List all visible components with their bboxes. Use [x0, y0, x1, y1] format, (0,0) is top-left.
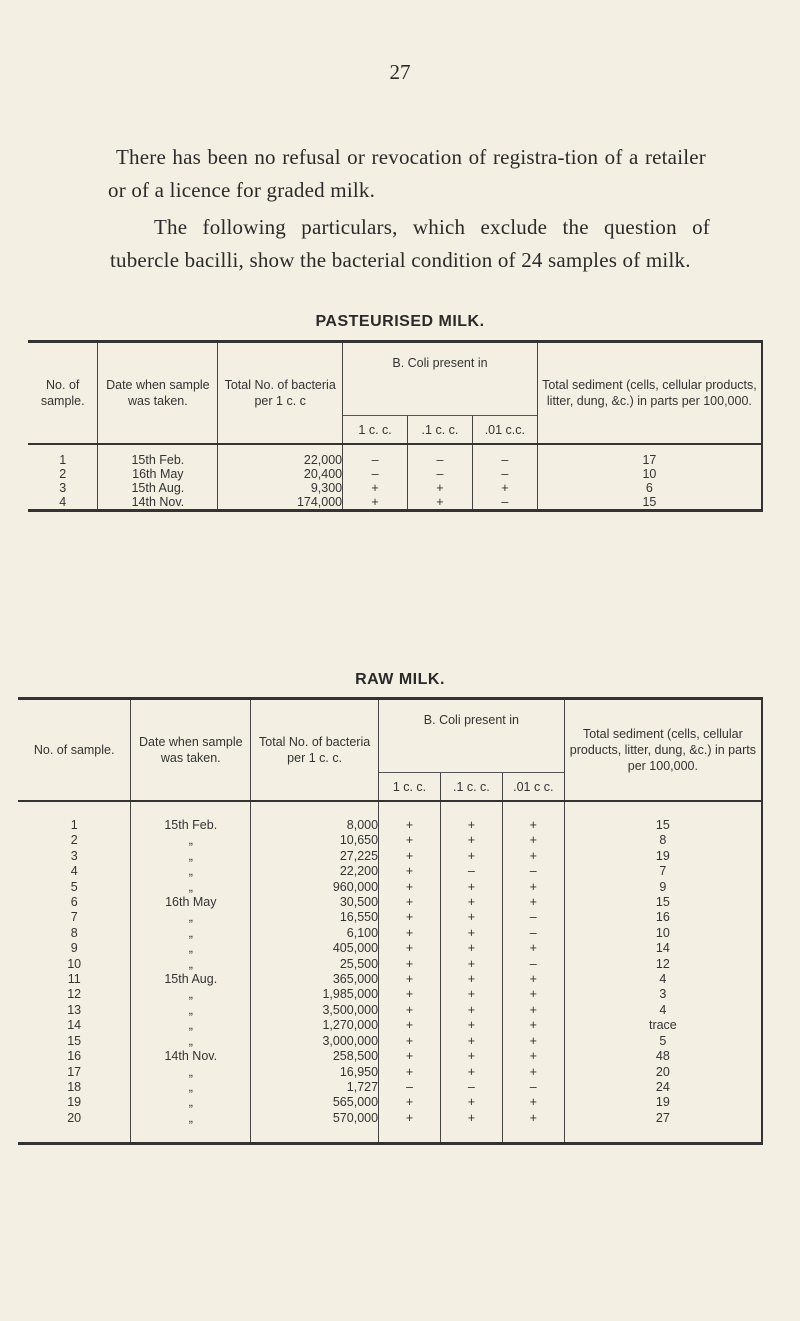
cell-bacteria: 16,950 [251, 1065, 379, 1080]
cell-sample-no: 13 [67, 1002, 82, 1017]
cell-sediment: 10 [564, 926, 762, 941]
header-sample-no: No. of sample. [28, 342, 98, 445]
header-coli-01cc: .1 c. c. [440, 773, 502, 802]
cell-sample-no: 8 [70, 925, 78, 940]
cell-sediment: 24 [564, 1080, 762, 1095]
header-coli-001cc: .01 c c. [502, 773, 564, 802]
cell-coli-1cc: + [379, 972, 441, 987]
cell-coli-01cc: + [408, 495, 473, 511]
cell-sediment: 4 [564, 1003, 762, 1018]
cell-coli-1cc: + [379, 1065, 441, 1080]
cell-sediment: 12 [564, 957, 762, 972]
cell-bacteria: 9,300 [218, 481, 343, 495]
cell-coli-01cc: + [440, 1018, 502, 1033]
header-bacteria: Total No. of bacteria per 1 c. c. [251, 699, 379, 802]
cell-date: „ [131, 1111, 251, 1144]
cell-sediment: 4 [564, 972, 762, 987]
cell-coli-1cc: – [379, 1080, 441, 1095]
raw-table [18, 697, 763, 1145]
cell-sample-no: 1 [59, 453, 67, 467]
table-row [18, 801, 762, 833]
cell-coli-01cc: – [440, 864, 502, 879]
cell-bacteria: 10,650 [251, 833, 379, 848]
cell-coli-1cc: + [379, 1003, 441, 1018]
cell-coli-01cc: + [440, 972, 502, 987]
cell-sample-no: 15 [67, 1033, 82, 1048]
cell-sediment: 15 [564, 895, 762, 910]
cell-date: „ [131, 941, 251, 956]
cell-bacteria: 30,500 [251, 895, 379, 910]
table-row [18, 1111, 762, 1144]
cell-bacteria: 22,000 [218, 444, 343, 467]
cell-date: „ [131, 849, 251, 864]
cell-sediment: 48 [564, 1049, 762, 1064]
cell-date: „ [131, 833, 251, 848]
table-row [18, 1080, 762, 1095]
cell-sample-no: 4 [59, 495, 67, 509]
cell-coli-1cc: + [379, 987, 441, 1002]
pasteurised-heading: PASTEURISED MILK. [315, 313, 485, 330]
cell-coli-1cc: + [379, 1095, 441, 1110]
cell-coli-01cc: + [440, 941, 502, 956]
cell-coli-1cc: + [379, 1111, 441, 1144]
cell-coli-001cc: – [502, 864, 564, 879]
cell-sample-no: 17 [67, 1064, 82, 1079]
cell-date: 16th May [98, 467, 218, 481]
cell-coli-001cc: – [472, 444, 537, 467]
cell-sediment: 3 [564, 987, 762, 1002]
table-row [18, 895, 762, 910]
cell-bacteria: 565,000 [251, 1095, 379, 1110]
cell-sample-no: 11 [67, 972, 81, 987]
table-row [18, 957, 762, 972]
table-row [18, 987, 762, 1002]
cell-coli-001cc: + [502, 972, 564, 987]
cell-date: „ [131, 1095, 251, 1110]
cell-coli-001cc: + [502, 801, 564, 833]
cell-coli-01cc: + [440, 880, 502, 895]
cell-bacteria: 20,400 [218, 467, 343, 481]
cell-date: „ [131, 880, 251, 895]
cell-bacteria: 3,000,000 [251, 1034, 379, 1049]
cell-coli-001cc: + [502, 1003, 564, 1018]
cell-sediment: 17 [537, 444, 762, 467]
cell-bacteria: 27,225 [251, 849, 379, 864]
cell-coli-001cc: – [472, 495, 537, 511]
cell-date: „ [131, 1080, 251, 1095]
cell-coli-01cc: + [440, 1003, 502, 1018]
header-date: Date when sample was taken. [98, 342, 218, 445]
cell-coli-001cc: + [502, 941, 564, 956]
cell-sediment: 15 [564, 801, 762, 833]
cell-coli-1cc: + [343, 495, 408, 511]
cell-date: 15th Aug. [98, 481, 218, 495]
cell-bacteria: 1,985,000 [251, 987, 379, 1002]
cell-sample-no: 2 [59, 467, 67, 481]
cell-sediment: 27 [564, 1111, 762, 1144]
cell-coli-001cc: + [472, 481, 537, 495]
cell-coli-1cc: + [379, 880, 441, 895]
cell-sample-no: 19 [67, 1095, 82, 1110]
cell-sample-no: 9 [70, 941, 78, 956]
table-row [18, 864, 762, 879]
cell-coli-01cc: + [440, 1095, 502, 1110]
cell-date: 15th Feb. [131, 801, 251, 833]
cell-coli-1cc: + [379, 941, 441, 956]
header-coli: B. Coli present in [343, 342, 538, 416]
cell-date: „ [131, 1018, 251, 1033]
cell-bacteria: 174,000 [218, 495, 343, 511]
header-date: Date when sample was taken. [131, 699, 251, 802]
cell-date: 16th May [131, 895, 251, 910]
table-row [18, 880, 762, 895]
cell-sediment: 8 [564, 833, 762, 848]
cell-sample-no: 3 [70, 848, 78, 863]
cell-coli-1cc: + [379, 1049, 441, 1064]
raw-heading: RAW MILK. [355, 671, 445, 688]
cell-coli-001cc: + [502, 1018, 564, 1033]
cell-coli-001cc: – [472, 467, 537, 481]
table-row [18, 1003, 762, 1018]
cell-coli-001cc: + [502, 1049, 564, 1064]
cell-sample-no: 16 [67, 1049, 82, 1064]
cell-coli-1cc: + [379, 926, 441, 941]
header-coli-001cc: .01 c.c. [472, 416, 537, 445]
cell-bacteria: 3,500,000 [251, 1003, 379, 1018]
cell-coli-1cc: + [379, 1034, 441, 1049]
cell-sample-no: 3 [59, 481, 67, 495]
cell-sample-no: 1 [70, 818, 78, 832]
cell-date: „ [131, 987, 251, 1002]
page-number: 27 [389, 60, 411, 84]
table-row [18, 833, 762, 848]
cell-sediment: 10 [537, 467, 762, 481]
cell-date: „ [131, 864, 251, 879]
cell-coli-1cc: + [379, 801, 441, 833]
cell-sample-no: 10 [67, 956, 82, 971]
header-sediment: Total sediment (cells, cellular products, litter, dung, &c.) in parts per 100,000. [537, 342, 762, 445]
cell-date: „ [131, 926, 251, 941]
header-coli: B. Coli present in [379, 699, 565, 773]
cell-coli-1cc: – [343, 467, 408, 481]
paragraph-registration: There has been no refusal or revocation of registra-tion of a retailer or of a licence for graded milk. [108, 145, 706, 202]
cell-coli-01cc: – [408, 467, 473, 481]
table-row [28, 444, 762, 467]
cell-sample-no: 20 [67, 1110, 82, 1125]
cell-bacteria: 22,200 [251, 864, 379, 879]
cell-date: „ [131, 910, 251, 925]
cell-sediment: 6 [537, 481, 762, 495]
table-row [18, 972, 762, 987]
cell-coli-01cc: + [440, 833, 502, 848]
cell-date: 15th Aug. [131, 972, 251, 987]
cell-coli-01cc: + [440, 910, 502, 925]
cell-coli-01cc: + [440, 801, 502, 833]
cell-bacteria: 8,000 [251, 801, 379, 833]
cell-sediment: 7 [564, 864, 762, 879]
cell-coli-001cc: + [502, 1111, 564, 1144]
cell-coli-001cc: + [502, 833, 564, 848]
cell-coli-01cc: + [440, 1111, 502, 1144]
header-sample-no: No. of sample. [18, 699, 131, 802]
cell-coli-1cc: + [379, 864, 441, 879]
table-row [18, 1095, 762, 1110]
cell-sample-no: 4 [70, 864, 78, 879]
cell-coli-1cc: + [379, 1018, 441, 1033]
header-bacteria: Total No. of bacteria per 1 c. c [218, 342, 343, 445]
cell-sediment: 14 [564, 941, 762, 956]
cell-sediment: 15 [537, 495, 762, 511]
paragraph-particulars: The following particulars, which exclude the question of tubercle bacilli, show the bacterial condition of 24 samples of milk. [110, 215, 710, 272]
cell-sample-no: 14 [67, 1018, 82, 1033]
cell-coli-1cc: + [379, 833, 441, 848]
cell-coli-001cc: + [502, 1095, 564, 1110]
cell-bacteria: 16,550 [251, 910, 379, 925]
cell-bacteria: 405,000 [251, 941, 379, 956]
cell-bacteria: 1,270,000 [251, 1018, 379, 1033]
cell-coli-001cc: – [502, 1080, 564, 1095]
cell-coli-001cc: + [502, 880, 564, 895]
cell-sample-no: 6 [70, 895, 78, 910]
cell-bacteria: 25,500 [251, 957, 379, 972]
cell-coli-001cc: + [502, 849, 564, 864]
table-row [18, 1049, 762, 1064]
cell-bacteria: 6,100 [251, 926, 379, 941]
cell-coli-01cc: + [440, 895, 502, 910]
cell-coli-01cc: + [440, 926, 502, 941]
cell-date: 14th Nov. [98, 495, 218, 511]
cell-bacteria: 1,727 [251, 1080, 379, 1095]
cell-coli-1cc: + [343, 481, 408, 495]
cell-sediment: 19 [564, 849, 762, 864]
cell-coli-001cc: + [502, 895, 564, 910]
cell-date: „ [131, 1003, 251, 1018]
cell-sample-no: 2 [70, 833, 78, 848]
cell-coli-001cc: + [502, 987, 564, 1002]
cell-coli-01cc: – [440, 1080, 502, 1095]
cell-coli-001cc: – [502, 910, 564, 925]
cell-coli-01cc: + [440, 1065, 502, 1080]
cell-date: „ [131, 1065, 251, 1080]
cell-coli-01cc: + [408, 481, 473, 495]
cell-coli-1cc: + [379, 895, 441, 910]
cell-coli-01cc: – [408, 444, 473, 467]
cell-sample-no: 7 [70, 910, 78, 925]
table-row [18, 1065, 762, 1080]
cell-sample-no: 18 [67, 1079, 82, 1094]
cell-coli-1cc: + [379, 957, 441, 972]
cell-date: „ [131, 957, 251, 972]
cell-coli-01cc: + [440, 1034, 502, 1049]
cell-coli-1cc: – [343, 444, 408, 467]
table-row [18, 910, 762, 925]
raw-table-body [18, 801, 762, 1144]
header-coli-01cc: .1 c. c. [408, 416, 473, 445]
cell-bacteria: 365,000 [251, 972, 379, 987]
cell-sediment: 16 [564, 910, 762, 925]
cell-coli-001cc: + [502, 1034, 564, 1049]
table-row [18, 849, 762, 864]
table-row [18, 1034, 762, 1049]
table-row [18, 941, 762, 956]
cell-coli-001cc: + [502, 1065, 564, 1080]
cell-bacteria: 258,500 [251, 1049, 379, 1064]
table-row [18, 926, 762, 941]
cell-sediment: 5 [564, 1034, 762, 1049]
cell-coli-01cc: + [440, 849, 502, 864]
pasteurised-table [28, 340, 763, 512]
cell-date: 15th Feb. [98, 444, 218, 467]
cell-sediment: 19 [564, 1095, 762, 1110]
header-sediment: Total sediment (cells, cellular products, litter, dung, &c.) in parts per 100,000. [564, 699, 762, 802]
cell-sample-no: 5 [70, 879, 78, 894]
pasteurised-table-body [28, 444, 762, 511]
cell-date: 14th Nov. [131, 1049, 251, 1064]
table-row [28, 495, 762, 511]
cell-sample-no: 12 [67, 987, 82, 1002]
table-row [28, 467, 762, 481]
cell-coli-1cc: + [379, 910, 441, 925]
header-coli-1cc: 1 c. c. [379, 773, 441, 802]
cell-coli-01cc: + [440, 1049, 502, 1064]
cell-sediment: 9 [564, 880, 762, 895]
cell-bacteria: 570,000 [251, 1111, 379, 1144]
cell-coli-01cc: + [440, 957, 502, 972]
cell-bacteria: 960,000 [251, 880, 379, 895]
cell-sediment: trace [564, 1018, 762, 1033]
cell-coli-1cc: + [379, 849, 441, 864]
table-row [28, 481, 762, 495]
cell-coli-001cc: – [502, 926, 564, 941]
cell-coli-01cc: + [440, 987, 502, 1002]
cell-date: „ [131, 1034, 251, 1049]
header-coli-1cc: 1 c. c. [343, 416, 408, 445]
cell-coli-001cc: – [502, 957, 564, 972]
cell-sediment: 20 [564, 1065, 762, 1080]
table-row [18, 1018, 762, 1033]
